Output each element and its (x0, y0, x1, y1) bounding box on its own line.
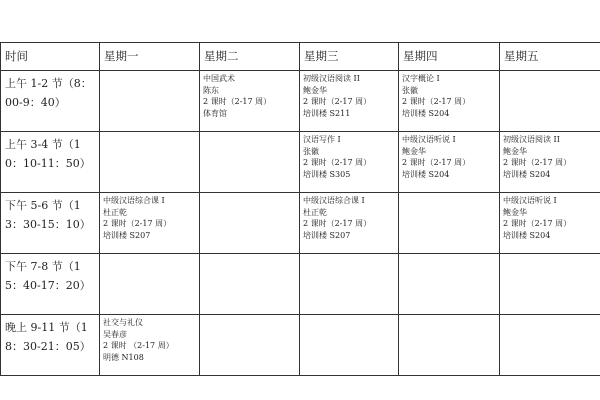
slot-cell-friday (500, 193, 600, 254)
table-row (1, 132, 600, 193)
course-entry (300, 132, 398, 180)
course-name: 初级汉语阅读 II (503, 135, 560, 144)
time-slot-cell: 上午 3-4 节（10：10-11：50） (1, 132, 100, 193)
course-hours: 2 课时（2-17 周） (303, 97, 372, 106)
course-room: 培训楼 S204 (402, 108, 450, 118)
course-entry (100, 193, 199, 241)
slot-cell-thursday (399, 315, 500, 376)
table-row (1, 254, 600, 315)
course-name: 中级汉语综合课 I (303, 196, 365, 205)
course-entry (200, 71, 299, 119)
course-timetable (0, 42, 600, 376)
course-entry (399, 71, 499, 119)
course-teacher: 鲍金华 (303, 85, 327, 95)
timetable-body (1, 71, 600, 376)
header-thursday: 星期四 (399, 43, 500, 71)
course-hours: 2 课时（2-17 周） (303, 219, 372, 228)
course-name: 初级汉语阅读 II (303, 74, 360, 83)
course-name: 中级汉语听说 I (503, 196, 557, 205)
course-hours: 2 课时（2-17 周） (203, 97, 272, 106)
course-entry (500, 132, 600, 180)
slot-cell-wednesday (300, 71, 399, 132)
course-hours: 2 课时（2-17 周） (402, 97, 471, 106)
header-tuesday: 星期二 (200, 43, 300, 71)
course-hours: 2 课时（2-17 周） (402, 158, 471, 167)
slot-cell-thursday (399, 132, 500, 193)
slot-cell-friday (500, 71, 600, 132)
slot-cell-wednesday (300, 254, 399, 315)
course-name: 中级汉语综合课 I (103, 196, 165, 205)
slot-cell-tuesday (200, 193, 300, 254)
course-name: 社交与礼仪 (103, 318, 143, 327)
slot-cell-wednesday (300, 315, 399, 376)
time-slot-cell: 下午 7-8 节（15：40-17：20） (1, 254, 100, 315)
course-teacher: 陈东 (203, 85, 219, 95)
slot-cell-tuesday (200, 132, 300, 193)
slot-cell-wednesday (300, 193, 399, 254)
course-entry (399, 132, 499, 180)
slot-cell-monday (100, 132, 200, 193)
slot-cell-wednesday (300, 132, 399, 193)
slot-cell-friday (500, 132, 600, 193)
course-room: 培训楼 S207 (303, 230, 351, 240)
course-name: 中国武术 (203, 74, 235, 83)
slot-cell-friday (500, 315, 600, 376)
course-hours: 2 课时（2-17 周） (503, 158, 572, 167)
slot-cell-monday (100, 315, 200, 376)
slot-cell-thursday (399, 254, 500, 315)
slot-cell-tuesday (200, 315, 300, 376)
header-wednesday: 星期三 (300, 43, 399, 71)
table-row (1, 315, 600, 376)
course-hours: 2 课时（2-17 周） (103, 219, 172, 228)
course-room: 培训楼 S211 (303, 108, 351, 118)
course-room: 培训楼 S204 (503, 230, 551, 240)
course-teacher: 吴春彦 (103, 329, 127, 339)
header-time: 时间 (1, 43, 100, 71)
course-hours: 2 课时（2-17 周） (303, 158, 372, 167)
course-teacher: 杜正乾 (103, 207, 127, 217)
table-row (1, 71, 600, 132)
course-hours: 2 课时 （2-17 周） (103, 341, 174, 350)
time-slot-cell: 下午 5-6 节（13：30-15：10） (1, 193, 100, 254)
time-slot-cell: 上午 1-2 节（8：00-9：40） (1, 71, 100, 132)
table-row (1, 193, 600, 254)
slot-cell-tuesday (200, 71, 300, 132)
course-room: 培训楼 S204 (503, 169, 551, 179)
course-hours: 2 课时（2-17 周） (503, 219, 572, 228)
course-room: 培训楼 S207 (103, 230, 151, 240)
time-slot-cell: 晚上 9-11 节（18：30-21：05） (1, 315, 100, 376)
header-friday: 星期五 (500, 43, 600, 71)
course-name: 汉字概论 I (402, 74, 440, 83)
course-entry (500, 193, 600, 241)
slot-cell-monday (100, 71, 200, 132)
header-row (1, 43, 600, 71)
course-teacher: 张徽 (402, 85, 418, 95)
course-teacher: 鲍金华 (402, 146, 426, 156)
course-name: 中级汉语听说 I (402, 135, 456, 144)
header-monday: 星期一 (100, 43, 200, 71)
course-teacher: 张徽 (303, 146, 319, 156)
course-room: 培训楼 S305 (303, 169, 351, 179)
course-name: 汉语写作 I (303, 135, 341, 144)
course-teacher: 杜正乾 (303, 207, 327, 217)
course-room: 明德 N108 (103, 352, 144, 362)
slot-cell-friday (500, 254, 600, 315)
course-entry (300, 71, 398, 119)
course-room: 培训楼 S204 (402, 169, 450, 179)
slot-cell-tuesday (200, 254, 300, 315)
course-entry (100, 315, 199, 363)
course-teacher: 鲍金华 (503, 146, 527, 156)
slot-cell-thursday (399, 71, 500, 132)
course-room: 体育馆 (203, 108, 227, 118)
slot-cell-monday (100, 254, 200, 315)
course-teacher: 鲍金华 (503, 207, 527, 217)
course-entry (300, 193, 398, 241)
slot-cell-thursday (399, 193, 500, 254)
slot-cell-monday (100, 193, 200, 254)
